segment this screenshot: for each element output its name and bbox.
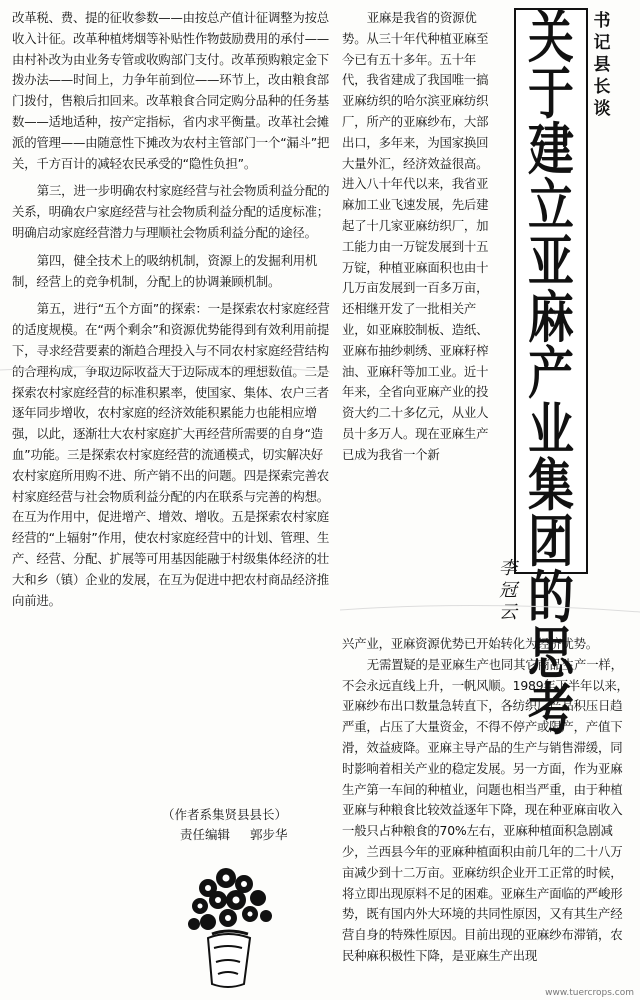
title-char: 麻 xyxy=(528,285,574,351)
editor-name: 郭步华 xyxy=(250,827,288,842)
article-title xyxy=(514,5,588,743)
title-char: 考 xyxy=(528,677,574,743)
title-char: 思 xyxy=(528,621,574,687)
left-paragraph-4: 第五，进行“五个方面”的探索：一是探索农村家庭经营的适度规模。在“两个剩余”和资源优势能得到有效利用前提下，寻求经营要素的渐趋合理投入与不同农村家庭经营结构的合理构成，争取边际收益大于边际成本的理想数值。二是探索农村家庭经营的标准积累率，使国家、集体、农户三者逐年同步增收，农村家庭的经济效能积累能力也能相应增强，以此，逐渐壮大农村家庭扩大再经营所需要的自身“造血”功能。三是探索农村家庭经营的流通模式，切实解决好农村家庭所用购不进、所产销不出的问题。四是探索完善农村家庭经营与社会物质利益分配的内在联系与完善的构想。在互为作用中，促进增产、增效、增收。五是探索农村家庭经营的“上辐射”作用，使农村家庭经营中的计划、管理、生产、经营、分配、扩展等可用基因能融于村级集体经济的壮大和乡（镇）企业的发展，在互为促进中把农村商品经济推向前进。 xyxy=(12,301,330,608)
title-char: 产 xyxy=(528,341,574,407)
left-article-column xyxy=(12,8,330,611)
subtitle-char: 谈 xyxy=(593,99,611,119)
editor-line xyxy=(140,825,340,845)
watermark: www.tuercrops.com xyxy=(545,988,634,998)
author-char: 李 xyxy=(499,558,517,579)
subtitle-char: 长 xyxy=(593,77,611,97)
bottom-article-block xyxy=(342,634,632,967)
author-char: 冠 xyxy=(499,580,517,601)
middle-paragraph: 亚麻是我省的资源优势。从三十年代种植亚麻至今已有五十多年。五十年代，我省建成了我国唯一搞亚麻纺织的哈尔滨亚麻纺织厂，所产的亚麻纱布，大部出口，多年来，为国家换回大量外汇，经济效益很高。进入八十年代以来，我省亚麻加工业飞速发展，先后建起了十几家亚麻纺织厂，加工能力由一万锭发展到十五万锭，种植亚麻面积也由十几万亩发展到一百多万亩，还相继开发了一批相关产业，如亚麻胶制板、造纸、亚麻布抽纱刺绣、亚麻籽榨油、亚麻秆等加工业。近十年来，全省向亚麻产业的投资大约二十多亿元，从业人员十多万人。现在亚麻生产已成为我省一个新 xyxy=(342,10,489,462)
title-char: 业 xyxy=(528,397,574,463)
author-char: 云 xyxy=(499,602,517,623)
title-char: 亚 xyxy=(528,229,574,295)
left-paragraph-2: 第三，进一步明确农村家庭经营与社会物质利益分配的关系，明确农户家庭经营与社会物质利益分配的适度标准；明确启动家庭经营潜力与理顺社会物质利益分配的途径。 xyxy=(12,183,330,240)
left-paragraph-3: 第四，健全技术上的吸纳机制，资源上的发掘利用机制，经营上的竞争机制，分配上的协调兼顾机制。 xyxy=(12,252,318,289)
left-paragraph-1: 改革税、费、提的征收参数——由按总产值计征调整为按总收入计征。改革种植烤烟等补贴性作物鼓励费用的承付——由村补改为由业务专管或收购部门支付。改革预购粮定金下拨办法——时间上，力争年前到位——环节上，改由粮食部门拨付，售粮后扣回来。改革粮食合同定购分品种的任务基数——适地适种，按产定指标，省内求平衡量。改革社会摊派的管理——由随意性下摊改为农村主管部门一个“漏斗”把关，千方百计的减轻农民承受的“隐性负担”。 xyxy=(12,10,330,171)
flower-vase-illustration xyxy=(178,866,288,990)
author-name xyxy=(497,558,519,624)
title-char: 建 xyxy=(528,117,574,183)
subtitle-char: 记 xyxy=(593,33,611,53)
title-char: 关 xyxy=(528,5,574,71)
title-char: 的 xyxy=(528,565,574,631)
bottom-paragraph-2: 无需置疑的是亚麻生产也同其它商品生产一样，不会永远直线上升，一帆风顺。1989年下半年以来，亚麻纱布出口数量急转直下，各纺织厂产品积压日趋严重，占压了大量资金，不得不停产或限产，产值下滑，效益疲降。亚麻主导产品的生产与销售滞缓，同时影响着相关产业的稳定发展。另一方面，作为亚麻生产第一车间的种植业，问题也相当严重，由于种植亚麻与种粮食比较效益逐年下降，现在种亚麻亩收入一般只占种粮食的70%左右，亚麻种植面积急剧减少，兰西县今年的亚麻种植面积由前几年的二十八万亩减少到十二万亩。亚麻纺织企业开工正常的时候，将立即出现原料不足的困难。亚麻生产面临的严峻形势，既有国内外大环境的共同性原因，又有其生产经营自身的特殊性原因。目前出现的亚麻纱布滞销，农民种麻积极性下降，是亚麻生产出现 xyxy=(342,656,629,963)
middle-article-column xyxy=(342,8,492,466)
title-char: 于 xyxy=(528,61,574,127)
article-subtitle xyxy=(591,10,613,120)
title-char: 立 xyxy=(528,173,574,239)
subtitle-char: 书 xyxy=(593,11,611,31)
subtitle-char: 县 xyxy=(593,55,611,75)
title-char: 集 xyxy=(528,453,574,519)
author-note: （作者系集贤县县长） xyxy=(162,807,288,822)
editor-label: 责任编辑 xyxy=(180,827,231,842)
bottom-paragraph-1: 兴产业，亚麻资源优势已开始转化为经济优势。 xyxy=(342,636,599,651)
author-credit xyxy=(140,805,340,845)
title-char: 团 xyxy=(528,509,574,575)
